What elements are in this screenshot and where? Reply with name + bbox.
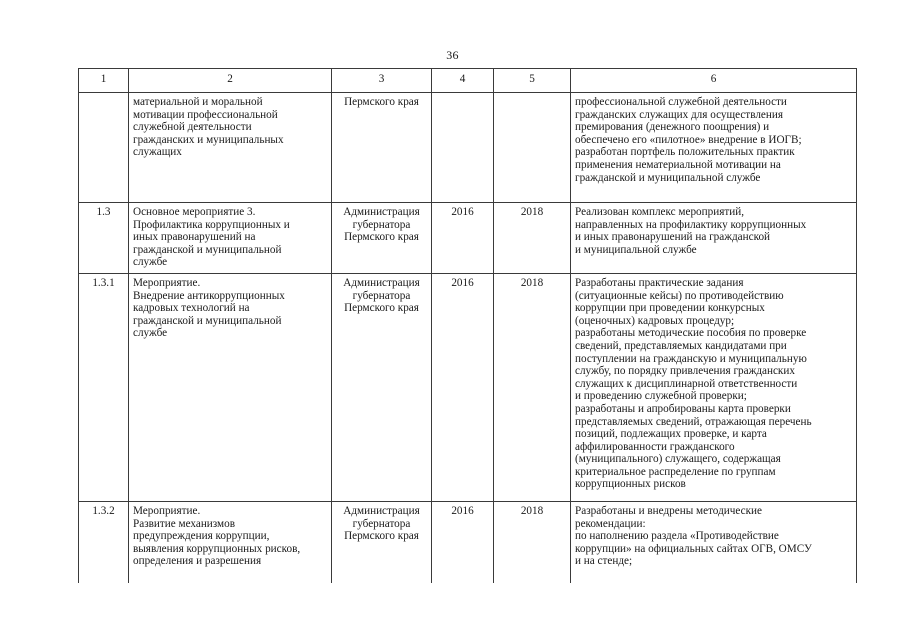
header-col-1: 1 — [79, 69, 129, 93]
cell-text: 2016 — [451, 206, 474, 218]
table-row — [79, 203, 857, 274]
cell-line: кадровых технологий на — [133, 302, 250, 315]
program-activities-table — [78, 68, 857, 583]
cell-line: разработан портфель положительных практик — [575, 146, 795, 159]
cell-line: (ситуационные кейсы) по противодействию — [575, 289, 784, 302]
cell-line: коррупции» на официальных сайтах ОГВ, ОМСУ — [575, 542, 812, 555]
cell-line: служащих к дисциплинарной ответственности — [575, 377, 798, 390]
cell-line: (муниципального) служащего, содержащая — [575, 453, 781, 466]
cell-line: службу, по порядку привлечения гражданских — [575, 365, 795, 378]
cell-line: службе — [133, 327, 168, 340]
cell-line: Реализован комплекс мероприятий, — [575, 206, 745, 218]
cell-result — [571, 273, 857, 501]
cell-line: выявления коррупционных рисков, — [133, 542, 301, 555]
cell-line: коррупционных рисков — [575, 478, 686, 491]
cell-text: 2016 — [451, 504, 474, 517]
cell-activity — [129, 203, 332, 274]
cell-line: (оценочных) кадровых процедур; — [575, 314, 735, 327]
cell-line: рекомендации: — [575, 517, 646, 530]
header-col-6: 6 — [571, 69, 857, 93]
cell-line: применения нематериальной мотивации на — [575, 158, 781, 171]
cell-executor — [332, 93, 432, 203]
cell-text: 1.3.2 — [92, 504, 115, 517]
cell-text: 1.3 — [96, 206, 111, 218]
cell-number — [79, 93, 129, 203]
cell-line: иных правонарушений на — [133, 231, 256, 244]
cell-line: обеспечено его «пилотное» внедрение в ИОГВ; — [575, 133, 802, 146]
cell-line: и иных правонарушений на гражданской — [575, 231, 771, 244]
cell-executor — [332, 501, 432, 583]
cell-line: мотивации профессиональной — [133, 108, 278, 121]
cell-line: гражданских и муниципальных — [133, 133, 284, 146]
cell-line: служебной деятельности — [133, 121, 252, 134]
cell-text: 2018 — [520, 276, 544, 289]
cell-line: материальной и моральной — [133, 96, 263, 108]
cell-line: аффилированности гражданского — [575, 440, 735, 453]
cell-line: премирования (денежного поощрения) и — [575, 121, 770, 134]
cell-line: профессиональной служебной деятельности — [575, 96, 787, 108]
cell-line: Развитие механизмов — [133, 517, 236, 530]
cell-line: коррупции при проведении конкурсных — [575, 302, 765, 315]
cell-line: разработаны методические пособия по проверке — [575, 327, 807, 340]
cell-start-year — [432, 93, 494, 203]
cell-line: Пермского края — [344, 530, 419, 543]
cell-end-year — [494, 93, 571, 203]
cell-result — [571, 501, 857, 583]
cell-line: представляемых сведений, отражающая перечень — [575, 415, 812, 428]
cell-line: служащих — [133, 146, 182, 159]
cell-executor — [332, 273, 432, 501]
cell-line: Администрация — [343, 206, 420, 218]
cell-number — [79, 273, 129, 501]
cell-line: гражданской и муниципальной — [133, 243, 282, 256]
cell-line: гражданской и муниципальной — [133, 314, 282, 327]
cell-line: Разработаны и внедрены методические — [575, 504, 762, 517]
table-row — [79, 501, 857, 583]
cell-end-year — [494, 273, 571, 501]
cell-line: Пермского края — [344, 231, 419, 244]
cell-line: позиций, подлежащих проверке, и карта — [575, 428, 767, 441]
cell-start-year — [432, 501, 494, 583]
cell-line: критериальное распределение по группам — [575, 465, 776, 478]
page-number: 36 — [446, 48, 459, 62]
cell-activity — [129, 501, 332, 583]
cell-line: и муниципальной службе — [575, 243, 697, 256]
header-col-3: 3 — [332, 69, 432, 93]
cell-line: определения и разрешения — [133, 555, 262, 568]
header-col-5: 5 — [494, 69, 571, 93]
cell-line: Основное мероприятие 3. — [133, 206, 256, 218]
header-col-2: 2 — [129, 69, 332, 93]
cell-line: и проведению служебной проверки; — [575, 390, 747, 403]
cell-line: Профилактика коррупционных и — [133, 218, 290, 231]
cell-line: Администрация — [343, 504, 420, 517]
cell-start-year — [432, 273, 494, 501]
header-col-4: 4 — [432, 69, 494, 93]
cell-text: 2018 — [520, 206, 544, 218]
cell-end-year — [494, 501, 571, 583]
cell-text: 2018 — [520, 504, 544, 517]
cell-text: 2016 — [451, 276, 474, 289]
cell-result — [571, 203, 857, 274]
cell-line: гражданской и муниципальной службе — [575, 171, 761, 184]
table-row — [79, 93, 857, 203]
cell-line: сведений, представляемых кандидатами при — [575, 339, 787, 352]
cell-line: разработаны и апробированы карта проверки — [575, 402, 791, 415]
cell-line: Мероприятие. — [133, 276, 201, 289]
table-row — [79, 273, 857, 501]
cell-line: губернатора — [352, 289, 411, 302]
header-row — [79, 69, 857, 93]
cell-line: Мероприятие. — [133, 504, 201, 517]
cell-line: Внедрение антикоррупционных — [133, 289, 285, 302]
cell-line: службе — [133, 256, 168, 269]
cell-line: Разработаны практические задания — [575, 276, 744, 289]
cell-number — [79, 203, 129, 274]
cell-text: 1.3.1 — [92, 276, 115, 289]
cell-line: гражданских служащих для осуществления — [575, 108, 784, 121]
cell-line: направленных на профилактику коррупционных — [575, 218, 807, 231]
cell-number — [79, 501, 129, 583]
cell-activity — [129, 273, 332, 501]
cell-line: губернатора — [352, 218, 411, 231]
cell-result — [571, 93, 857, 203]
cell-activity — [129, 93, 332, 203]
cell-line: по наполнению раздела «Противодействие — [575, 530, 779, 543]
cell-line: поступлении на гражданскую и муниципальную — [575, 352, 807, 365]
cell-line: Пермского края — [344, 96, 419, 108]
cell-line: и на стенде; — [575, 555, 633, 568]
cell-line: губернатора — [352, 517, 411, 530]
cell-executor — [332, 203, 432, 274]
cell-line: Администрация — [343, 276, 420, 289]
cell-start-year — [432, 203, 494, 274]
cell-end-year — [494, 203, 571, 274]
cell-line: предупреждения коррупции, — [133, 530, 270, 543]
cell-line: Пермского края — [344, 302, 419, 315]
